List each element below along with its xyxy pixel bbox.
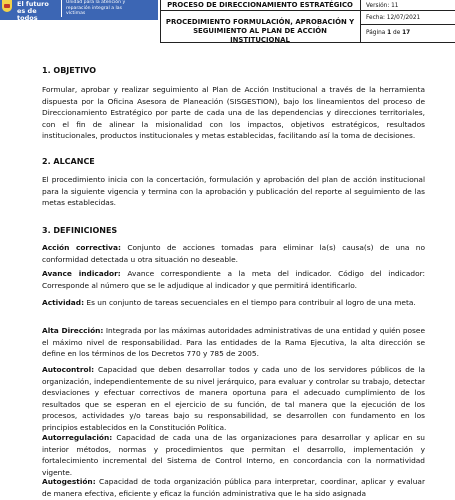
page-current: 1 xyxy=(387,30,392,36)
section-heading-definitions: 3. DEFINICIONES xyxy=(42,226,118,235)
definition-text: Avance correspondiente a la meta del indicador. Código del indicador: Corresponde al número que se le adjudique al indicador y que permitirá identificarlo. xyxy=(42,269,425,290)
coat-of-arms-icon xyxy=(2,0,12,12)
header-divider xyxy=(360,0,361,42)
definition-text: Es un conjunto de tareas secuenciales en el tiempo para contribuir al logro de una meta. xyxy=(84,298,416,307)
procedure-title: PROCEDIMIENTO FORMULACIÓN, APROBACIÓN Y SEGUIMIENTO AL PLAN DE ACCIÓN INSTITUCIONAL xyxy=(165,18,355,44)
section-heading-scope: 2. ALCANCE xyxy=(42,157,95,166)
page-of: de xyxy=(393,30,401,36)
definition-text: Capacidad que deben desarrollar todos y cada uno de los servidores públicos de la organización, independientemente de su nivel jerárquico, para evaluar y controlar su trabajo, detectar desviaciones y efectuar correctivos de manera oportuna para el adecuado cumplimiento de los resultados que se esperan en el ejercicio de su función, de tal manera que la ejecución de los procesos, actividades y/o tareas bajo su responsabilidad, se desarrollen con fundamento en los principios establecidos en la Constitución Política. xyxy=(42,365,425,432)
logo-primary-text: El futuro es de todos xyxy=(17,0,49,22)
definition-item xyxy=(42,325,425,360)
definition-term: Autogestión: xyxy=(42,477,96,486)
definition-item xyxy=(42,268,425,291)
process-title: PROCESO DE DIRECCIONAMIENTO ESTRATÉGICO xyxy=(167,1,353,9)
header-divider xyxy=(360,24,455,25)
page-total: 17 xyxy=(402,30,411,36)
definition-term: Autorregulación: xyxy=(42,433,113,442)
definition-item xyxy=(42,242,425,265)
definition-item xyxy=(42,297,425,309)
document-header xyxy=(0,0,455,44)
header-divider xyxy=(160,10,455,11)
definition-text: Integrada por las máximas autoridades administrativas de una entidad y quién posee el máximo nivel de responsabilidad. Para las entidades de la Rama Ejecutiva, la alta dirección se define en los términos de los Decretos 770 y 785 de 2005. xyxy=(42,326,425,358)
definition-term: Avance indicador: xyxy=(42,269,121,278)
definition-text: Capacidad de cada una de las organizaciones para desarrollar y aplicar en su interior métodos, normas y procedimientos que permitan el desarrollo, implementación y fortalecimiento incremental del Sistema de Control Interno, en concordancia con la normatividad vigente. xyxy=(42,433,425,477)
date-label: Fecha: 12/07/2021 xyxy=(366,15,421,21)
definition-text: Conjunto de acciones tomadas para eliminar la(s) causa(s) de una no conformidad detectada u otra situación no deseable. xyxy=(42,243,426,264)
page-number xyxy=(366,30,410,36)
definition-text: Capacidad de toda organización pública para interpretar, coordinar, aplicar y evaluar de manera efectiva, eficiente y eficaz la función administrativa que le ha sido asignada xyxy=(42,477,425,498)
logo-secondary-text: Unidad para la atención y reparación integral a las víctimas xyxy=(66,0,126,16)
section-heading-objective: 1. OBJETIVO xyxy=(42,66,97,75)
definition-item xyxy=(42,364,425,433)
definition-item xyxy=(42,432,425,478)
definition-term: Acción correctiva: xyxy=(42,243,121,252)
definition-item xyxy=(42,476,425,499)
definition-term: Actividad: xyxy=(42,298,85,307)
logo-divider xyxy=(61,0,62,17)
version-label: Versión: 11 xyxy=(366,3,399,9)
institution-logo xyxy=(0,0,158,20)
scope-paragraph: El procedimiento inicia con la concertación, formulación y aprobación del plan de acción institucional para la siguiente vigencia y termina con la aprobación y publicación del reporte al seguimiento de las metas establecidas. xyxy=(42,175,425,207)
definition-term: Autocontrol: xyxy=(42,365,95,374)
definition-term: Alta Dirección: xyxy=(42,326,104,335)
objective-paragraph: Formular, aprobar y realizar seguimiento al Plan de Acción Institucional a través de la herramienta dispuesta por la Oficina Asesora de Planeación (SISGESTION), bajo los lineamientos del proceso de Direccionamiento Estratégico por parte de cada una de las dependencias y direcciones territoriales, con el fin de alinear la misionalidad con los impactos, objetivos estratégicos, resultados institucionales, productos institucionales y metas establecidas, facilitando así la toma de decisiones. xyxy=(42,85,425,140)
header-divider xyxy=(160,0,161,42)
page-prefix: Página xyxy=(366,30,386,36)
